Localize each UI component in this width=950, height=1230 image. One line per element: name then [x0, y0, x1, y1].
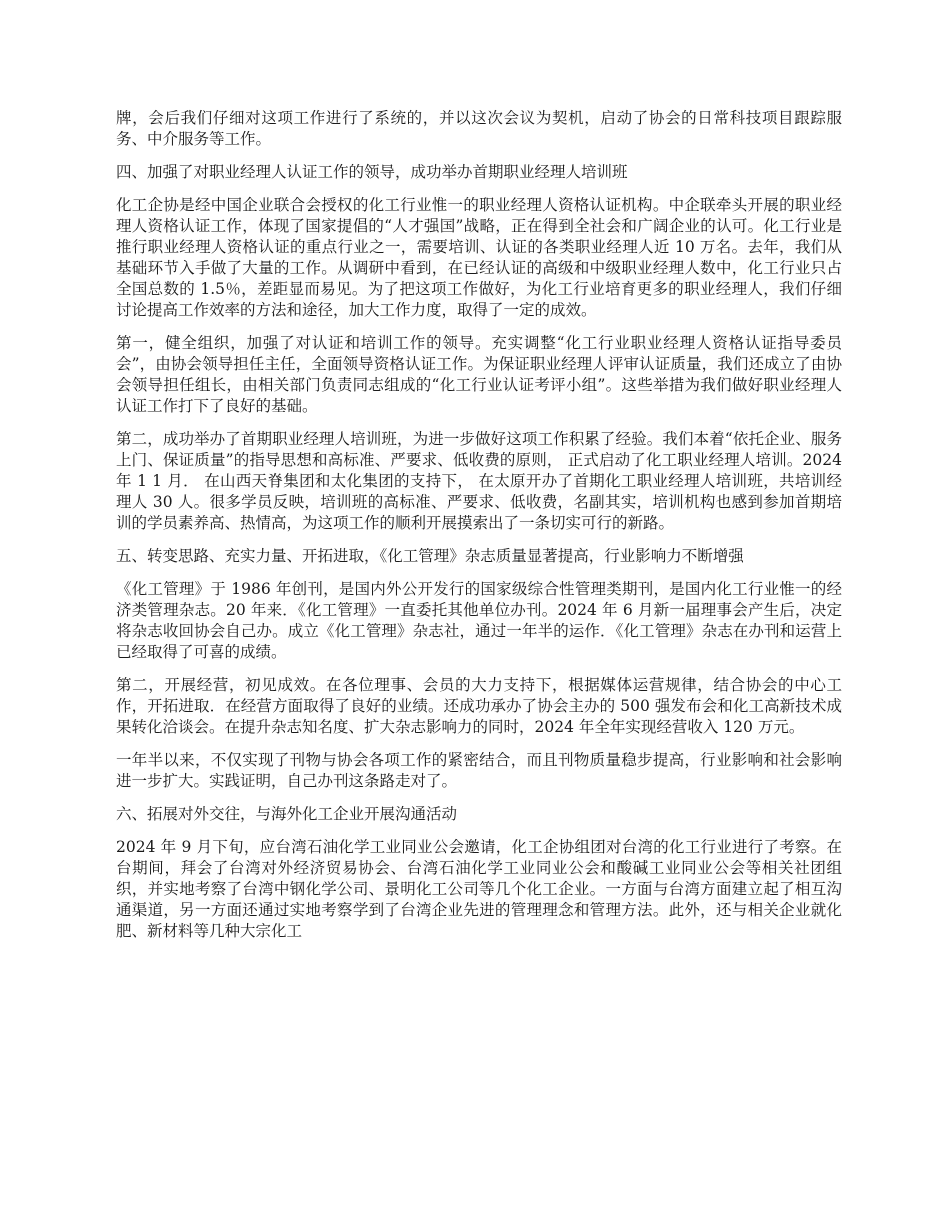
section-heading-six: 六、拓展对外交往，与海外化工企业开展沟通活动	[116, 805, 458, 823]
document-page	[116, 108, 842, 954]
section-heading-five: 五、转变思路、充实力量、开拓进取，《化工管理》杂志质量显著提高，行业影响力不断增强	[116, 547, 744, 565]
paragraph-results: 一年半以来，不仅实现了刊物与协会各项工作的紧密结合，而且刊物质量稳步提高，行业影响和社会影响进一步扩大。实践证明，自己办刊这条路走对了。	[116, 751, 842, 790]
paragraph-certification-intro: 化工企协是经中国企业联合会授权的化工行业惟一的职业经理人资格认证机构。中企联牵头开展的职业经理人资格认证工作，体现了国家提倡的“人才强国”战略，正在得到全社会和广阔企业的认可。化工行业是推行职业经理人资格认证的重点行业之一，需要培训、认证的各类职业经理人近 10 万名。去年，我们从基础环节入手做了大量的工作。从调研中看到，在已经认证的高级和中级职业经理人数中，化工行业只占全国总数的 1.5％，差距显而易见。为了把这项工作做好，为化工行业培育更多的职业经理人，我们仔细讨论提高工作效率的方法和途径，加大工作力度，取得了一定的成效。	[116, 196, 842, 319]
paragraph-magazine-intro: 《化工管理》于 1986 年创刊，是国内外公开发行的国家级综合性管理类期刊，是国内化工行业惟一的经济类管理杂志。20 年来．《化工管理》一直委托其他单位办刊。2024 年 6 月新一届理事会产生后，决定将杂志收回协会自己办。成立《化工管理》杂志社，通过一年半的运作．《化工管理》杂志在办刊和运营上已经取得了可喜的成绩。	[116, 580, 842, 661]
paragraph-operations: 第二，开展经营，初见成效。在各位理事、会员的大力支持下，根据媒体运营规律，结合协会的中心工作，开拓进取．在经营方面取得了良好的业绩。还成功承办了协会主办的 500 强发布会和化工高新技术成果转化洽谈会。在提升杂志知名度、扩大杂志影响力的同时，2024 年全年实现经营收入 120 万元。	[116, 676, 842, 736]
paragraph-first-organization: 第一，健全组织，加强了对认证和培训工作的领导。充实调整“化工行业职业经理人资格认证指导委员会”，由协会领导担任主任，全面领导资格认证工作。为保证职业经理人评审认证质量，我们还成立了由协会领导担任组长，由相关部门负责同志组成的“化工行业认证考评小组”。这些举措为我们做好职业经理人认证工作打下了良好的基础。	[116, 334, 842, 415]
paragraph-continuation: 牌，会后我们仔细对这项工作进行了系统的，并以这次会议为契机，启动了协会的日常科技项目跟踪服务、中介服务等工作。	[116, 109, 842, 148]
paragraph-second-training: 第二，成功举办了首期职业经理人培训班，为进一步做好这项工作积累了经验。我们本着“依托企业、服务上门、保证质量”的指导思想和高标准、严要求、低收费的原则， 正式启动了化工职业经理人培训。2024 年 1 1 月． 在山西天脊集团和太化集团的支持下， 在太原开办了首期化工职业经理人培训班，共培训经理人 30 人。很多学员反映，培训班的高标准、严要求、低收费，名副其实，培训机构也感到参加首期培训的学员素养高、热情高，为这项工作的顺利开展摸索出了一条切实可行的新路。	[116, 430, 842, 532]
paragraph-taiwan-visit: 2024 年 9 月下旬，应台湾石油化学工业同业公会邀请，化工企协组团对台湾的化工行业进行了考察。在台期间，拜会了台湾对外经济贸易协会、台湾石油化学工业同业公会和酸碱工业同业公会等相关社团组织，并实地考察了台湾中钢化学公司、景明化工公司等几个化工企业。一方面与台湾方面建立起了相互沟通渠道，另一方面还通过实地考察学到了台湾企业先进的管理理念和管理方法。此外，还与相关企业就化肥、新材料等几种大宗化工	[116, 838, 842, 940]
section-heading-four: 四、加强了对职业经理人认证工作的领导，成功举办首期职业经理人培训班	[116, 163, 628, 181]
